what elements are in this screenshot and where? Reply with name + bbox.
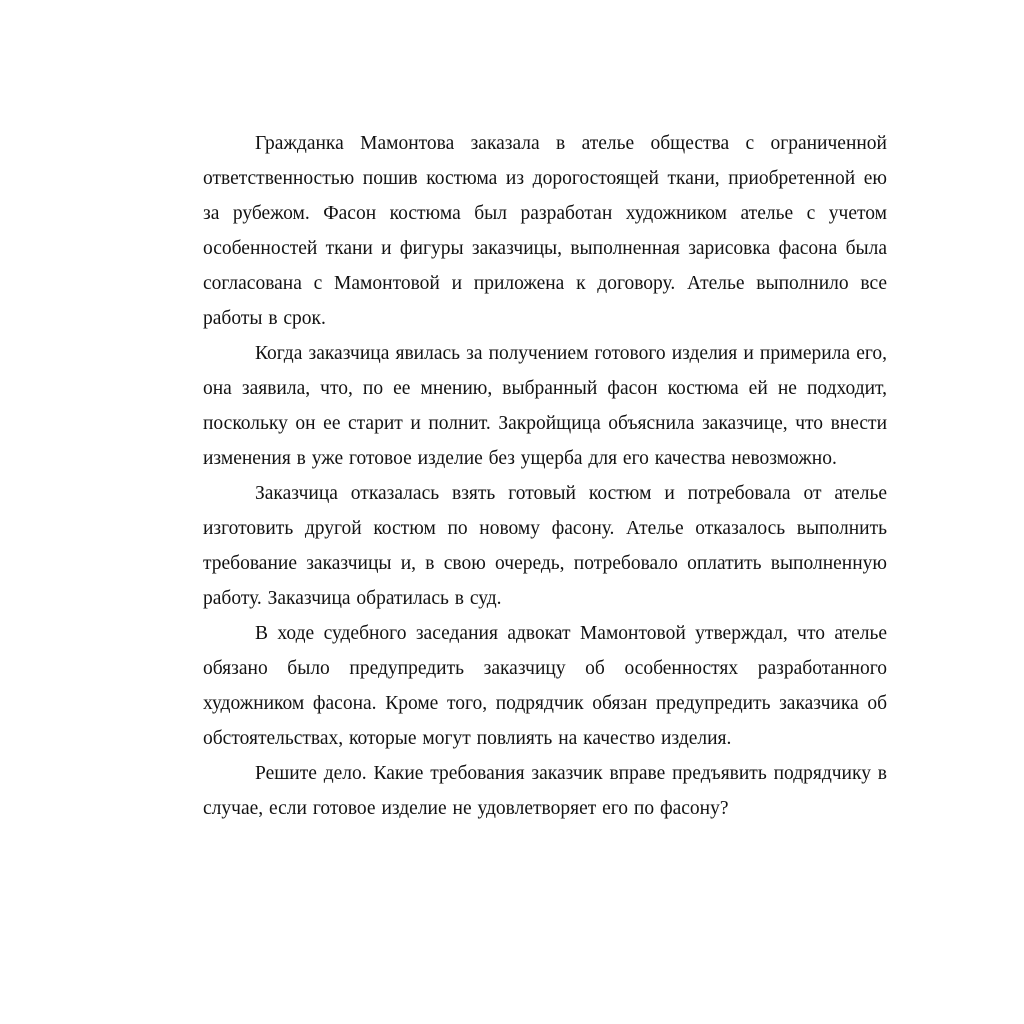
document-text bbox=[203, 126, 887, 826]
paragraph: Гражданка Мамонтова заказала в ателье общества с ограниченной ответственностью пошив костюма из дорогостоящей ткани, приобретенной ею за рубежом. Фасон костюма был разработан художником ателье с учетом особенностей ткани и фигуры заказчицы, выполненная зарисовка фасона была согласована с Мамонтовой и приложена к договору. Ателье выполнило все работы в срок. bbox=[203, 133, 887, 329]
paragraph: Когда заказчица явилась за получением готового изделия и примерила его, она заявила, что, по ее мнению, выбранный фасон костюма ей не подходит, поскольку он ее старит и полнит. Закройщица объяснила заказчице, что внести изменения в уже готовое изделие без ущерба для его качества невозможно. bbox=[203, 343, 887, 469]
paragraph: В ходе судебного заседания адвокат Мамонтовой утверждал, что ателье обязано было предупредить заказчицу об особенностях разработанного художником фасона. Кроме того, подрядчик обязан предупредить заказчика об обстоятельствах, которые могут повлиять на качество изделия. bbox=[203, 623, 887, 749]
paragraph: Заказчица отказалась взять готовый костюм и потребовала от ателье изготовить другой костюм по новому фасону. Ателье отказалось выполнить требование заказчицы и, в свою очередь, потребовало оплатить выполненную работу. Заказчица обратилась в суд. bbox=[203, 483, 887, 609]
paragraph: Решите дело. Какие требования заказчик вправе предъявить подрядчику в случае, если готовое изделие не удовлетворяет его по фасону? bbox=[203, 763, 887, 819]
